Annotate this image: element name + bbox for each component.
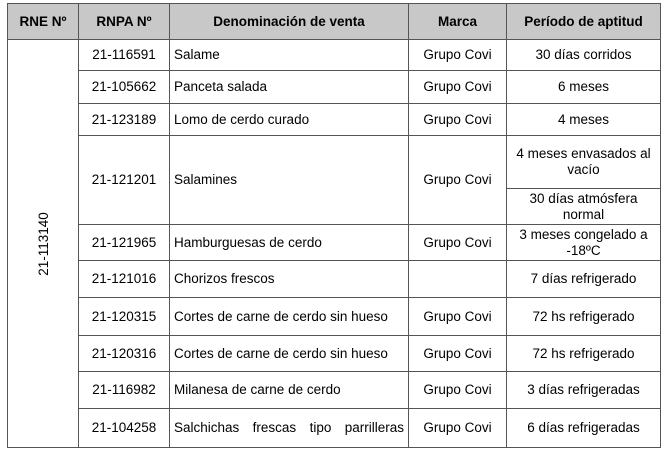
rnpa-cell: 21-120316 [79, 336, 170, 372]
periodo-cell: 3 días refrigeradas [507, 372, 661, 409]
periodo-cell: 6 meses [507, 71, 661, 104]
denominacion-cell: Cortes de carne de cerdo sin hueso [170, 298, 409, 336]
header-rnpa: RNPA Nº [79, 4, 170, 40]
marca-cell: Grupo Covi [409, 409, 507, 448]
table-row [8, 409, 661, 448]
table-row [8, 136, 661, 189]
rnpa-cell: 21-116591 [79, 40, 170, 71]
marca-cell: Grupo Covi [409, 336, 507, 372]
denominacion-cell: Salchichas frescas tipo parrilleras [170, 409, 409, 448]
products-table [7, 3, 661, 448]
table-row [8, 372, 661, 409]
header-denominacion: Denominación de venta [170, 4, 409, 40]
rnpa-cell: 21-123189 [79, 104, 170, 136]
marca-cell: Grupo Covi [409, 104, 507, 136]
periodo-cell: 30 días corridos [507, 40, 661, 71]
marca-cell: Grupo Covi [409, 136, 507, 225]
marca-cell: Grupo Covi [409, 372, 507, 409]
denominacion-cell: Salame [170, 40, 409, 71]
table-row [8, 225, 661, 261]
table-row [8, 298, 661, 336]
periodo-cell: 4 meses envasados al vacío [507, 136, 661, 189]
rnpa-cell: 21-120315 [79, 298, 170, 336]
denominacion-cell: Milanesa de carne de cerdo [170, 372, 409, 409]
table-row [8, 104, 661, 136]
periodo-cell: 4 meses [507, 104, 661, 136]
denominacion-cell: Panceta salada [170, 71, 409, 104]
rne-value: 21-113140 [35, 211, 51, 276]
periodo-cell: 7 días refrigerado [507, 261, 661, 298]
periodo-cell: 6 días refrigeradas [507, 409, 661, 448]
header-marca: Marca [409, 4, 507, 40]
rne-cell [8, 40, 79, 448]
periodo-cell: 72 hs refrigerado [507, 336, 661, 372]
marca-cell [409, 261, 507, 298]
denominacion-cell: Chorizos frescos [170, 261, 409, 298]
marca-cell: Grupo Covi [409, 71, 507, 104]
header-periodo: Período de aptitud [507, 4, 661, 40]
rnpa-cell: 21-121201 [79, 136, 170, 225]
periodo-cell: 3 meses congelado a -18ºC [507, 225, 661, 261]
periodo-cell: 72 hs refrigerado [507, 298, 661, 336]
rnpa-cell: 21-105662 [79, 71, 170, 104]
table-row [8, 71, 661, 104]
rnpa-cell: 21-116982 [79, 372, 170, 409]
rnpa-cell: 21-121965 [79, 225, 170, 261]
marca-cell: Grupo Covi [409, 298, 507, 336]
table-row [8, 336, 661, 372]
denominacion-cell: Lomo de cerdo curado [170, 104, 409, 136]
denominacion-cell: Hamburguesas de cerdo [170, 225, 409, 261]
marca-cell: Grupo Covi [409, 225, 507, 261]
table-row [8, 40, 661, 71]
header-row [8, 4, 661, 40]
rnpa-cell: 21-121016 [79, 261, 170, 298]
periodo-cell-secondary: 30 días atmósfera normal [507, 189, 661, 225]
marca-cell: Grupo Covi [409, 40, 507, 71]
table-row [8, 261, 661, 298]
denominacion-cell: Salamines [170, 136, 409, 225]
header-rne: RNE Nº [8, 4, 79, 40]
denominacion-cell: Cortes de carne de cerdo sin hueso [170, 336, 409, 372]
rnpa-cell: 21-104258 [79, 409, 170, 448]
